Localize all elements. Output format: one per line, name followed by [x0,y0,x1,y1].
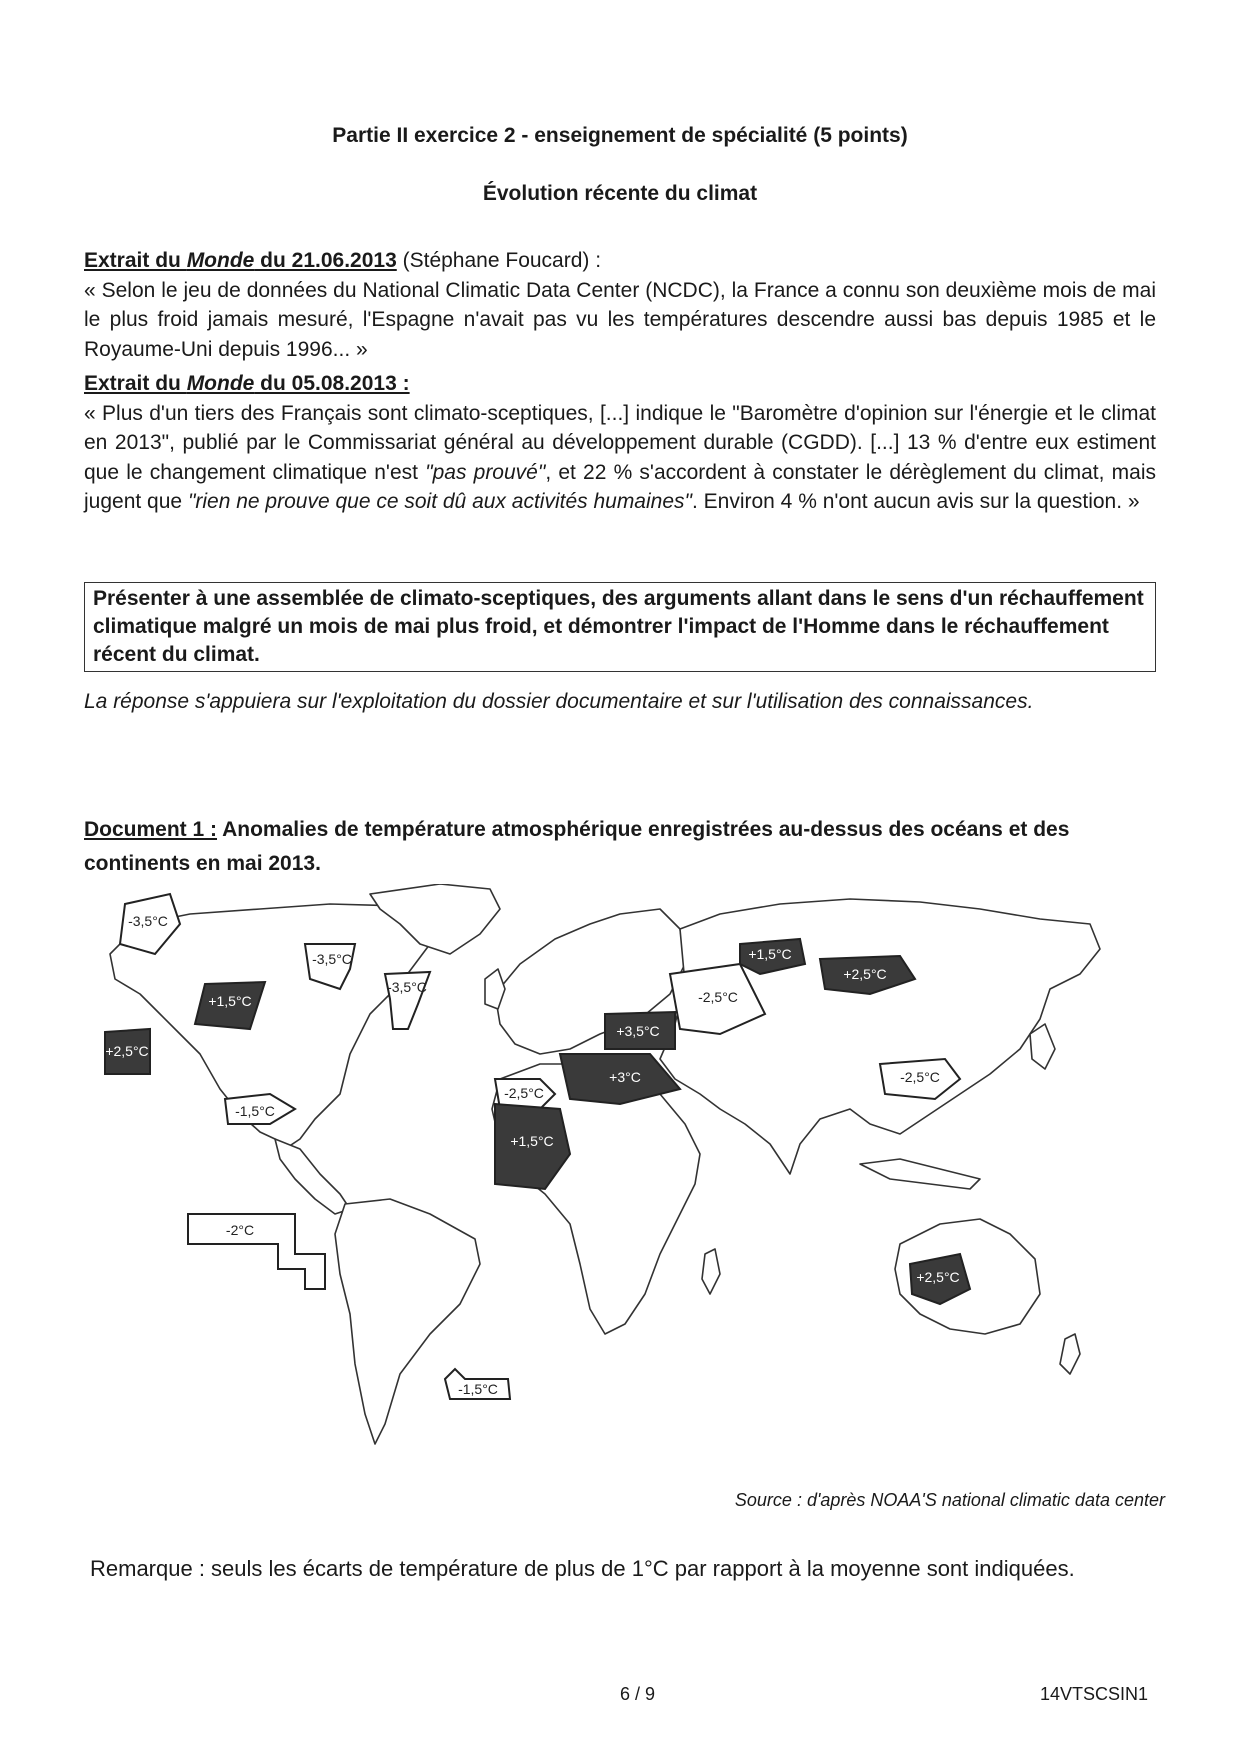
article-2 [84,369,1156,517]
zone-label-scandinavia: +3,5°C [616,1023,660,1039]
zone-label-greenland: -3,5°C [387,979,427,995]
part-title: Partie II exercice 2 - enseignement de spécialité (5 points) [332,124,908,147]
continent-indonesia [860,1159,980,1189]
task-box: Présenter à une assemblée de climato-sceptiques, des arguments allant dans le sens d'un réchauffement climatique malgré un mois de mai plus froid, et démontrer l'impact de l'Homme dans le réchauffement récent du climat. [84,582,1156,672]
zone-label-usa-east: -1,5°C [235,1103,275,1119]
zone-label-alaska: -3,5°C [128,913,168,929]
zone-label-western-europe: -2,5°C [504,1085,544,1101]
zone-label-siberia-north: +1,5°C [748,946,792,962]
article-1-author: (Stéphane Foucard) : [396,249,602,272]
zone-label-east-asia: -2,5°C [900,1069,940,1085]
document-1-label: Document 1 : [84,818,218,841]
zone-label-siberia-west: -2,5°C [698,989,738,1005]
world-map [100,884,1160,1474]
article-1-quote: « Selon le jeu de données du National Climatic Data Center (NCDC), la France a connu son deuxième mois de mai le plus froid jamais mesuré, l'Espagne n'avait pas vu les températures descendre aussi bas depuis 1985 et le Royaume-Uni depuis 1996... » [84,278,1156,361]
document-1-title: Document 1 : Anomalies de température atmosphérique enregistrées au-dessus des océans et des continents en mai 2013. [84,818,1070,875]
zone-label-siberia-east: +2,5°C [843,966,887,982]
continent-japan [1030,1024,1055,1069]
article-1-source: Extrait du Monde du 21.06.2013 [84,249,397,272]
zone-label-eastern-europe: +3°C [609,1069,641,1085]
zone-label-arctic-canada: -3,5°C [312,951,352,967]
zone-label-australia: +2,5°C [916,1269,960,1285]
zone-label-canada-central: +1,5°C [208,993,252,1009]
remark: Remarque : seuls les écarts de température de plus de 1°C par rapport à la moyenne sont indiquées. [90,1556,1075,1581]
map-source: Source : d'après NOAA'S national climatic data center [734,1490,1165,1510]
page-number: 6 / 9 [620,1684,656,1704]
zone-pacific-equatorial [188,1214,325,1289]
zone-label-antarctic-peninsula: -1,5°C [458,1381,498,1397]
article-2-source: Extrait du Monde du 05.08.2013 : [84,372,410,395]
world-map-svg [100,884,1160,1474]
zone-label-north-africa: +1,5°C [510,1133,554,1149]
zone-label-pacific-northwest: +2,5°C [105,1043,149,1059]
continent-south-america [335,1199,480,1444]
continent-central-america [275,1139,350,1214]
article-1 [84,246,1156,364]
article-2-quote: « Plus d'un tiers des Français sont climato-sceptiques, [...] indique le "Baromètre d'opinion sur l'énergie et le climat en 2013", publié par le Commissariat général au développement durable (CGDD). [...] 13 % d'entre eux estiment que le changement climatique n'est "pas prouvé", et 22 % s'accordent à constater le dérèglement du climat, mais jugent que "rien ne prouve que ce soit dû aux activités humaines". Environ 4 % n'ont aucun avis sur la question. » [84,401,1156,513]
subject-title: Évolution récente du climat [482,182,758,205]
zone-label-pacific-equatorial: -2°C [225,1222,255,1238]
continent-new-zealand [1060,1334,1080,1374]
document-code: 14VTSCSIN1 [1040,1684,1149,1704]
task-hint: La réponse s'appuiera sur l'exploitation du dossier documentaire et sur l'utilisation des connaissances. [84,690,1034,713]
continents [110,884,1100,1444]
continent-madagascar [702,1249,720,1294]
